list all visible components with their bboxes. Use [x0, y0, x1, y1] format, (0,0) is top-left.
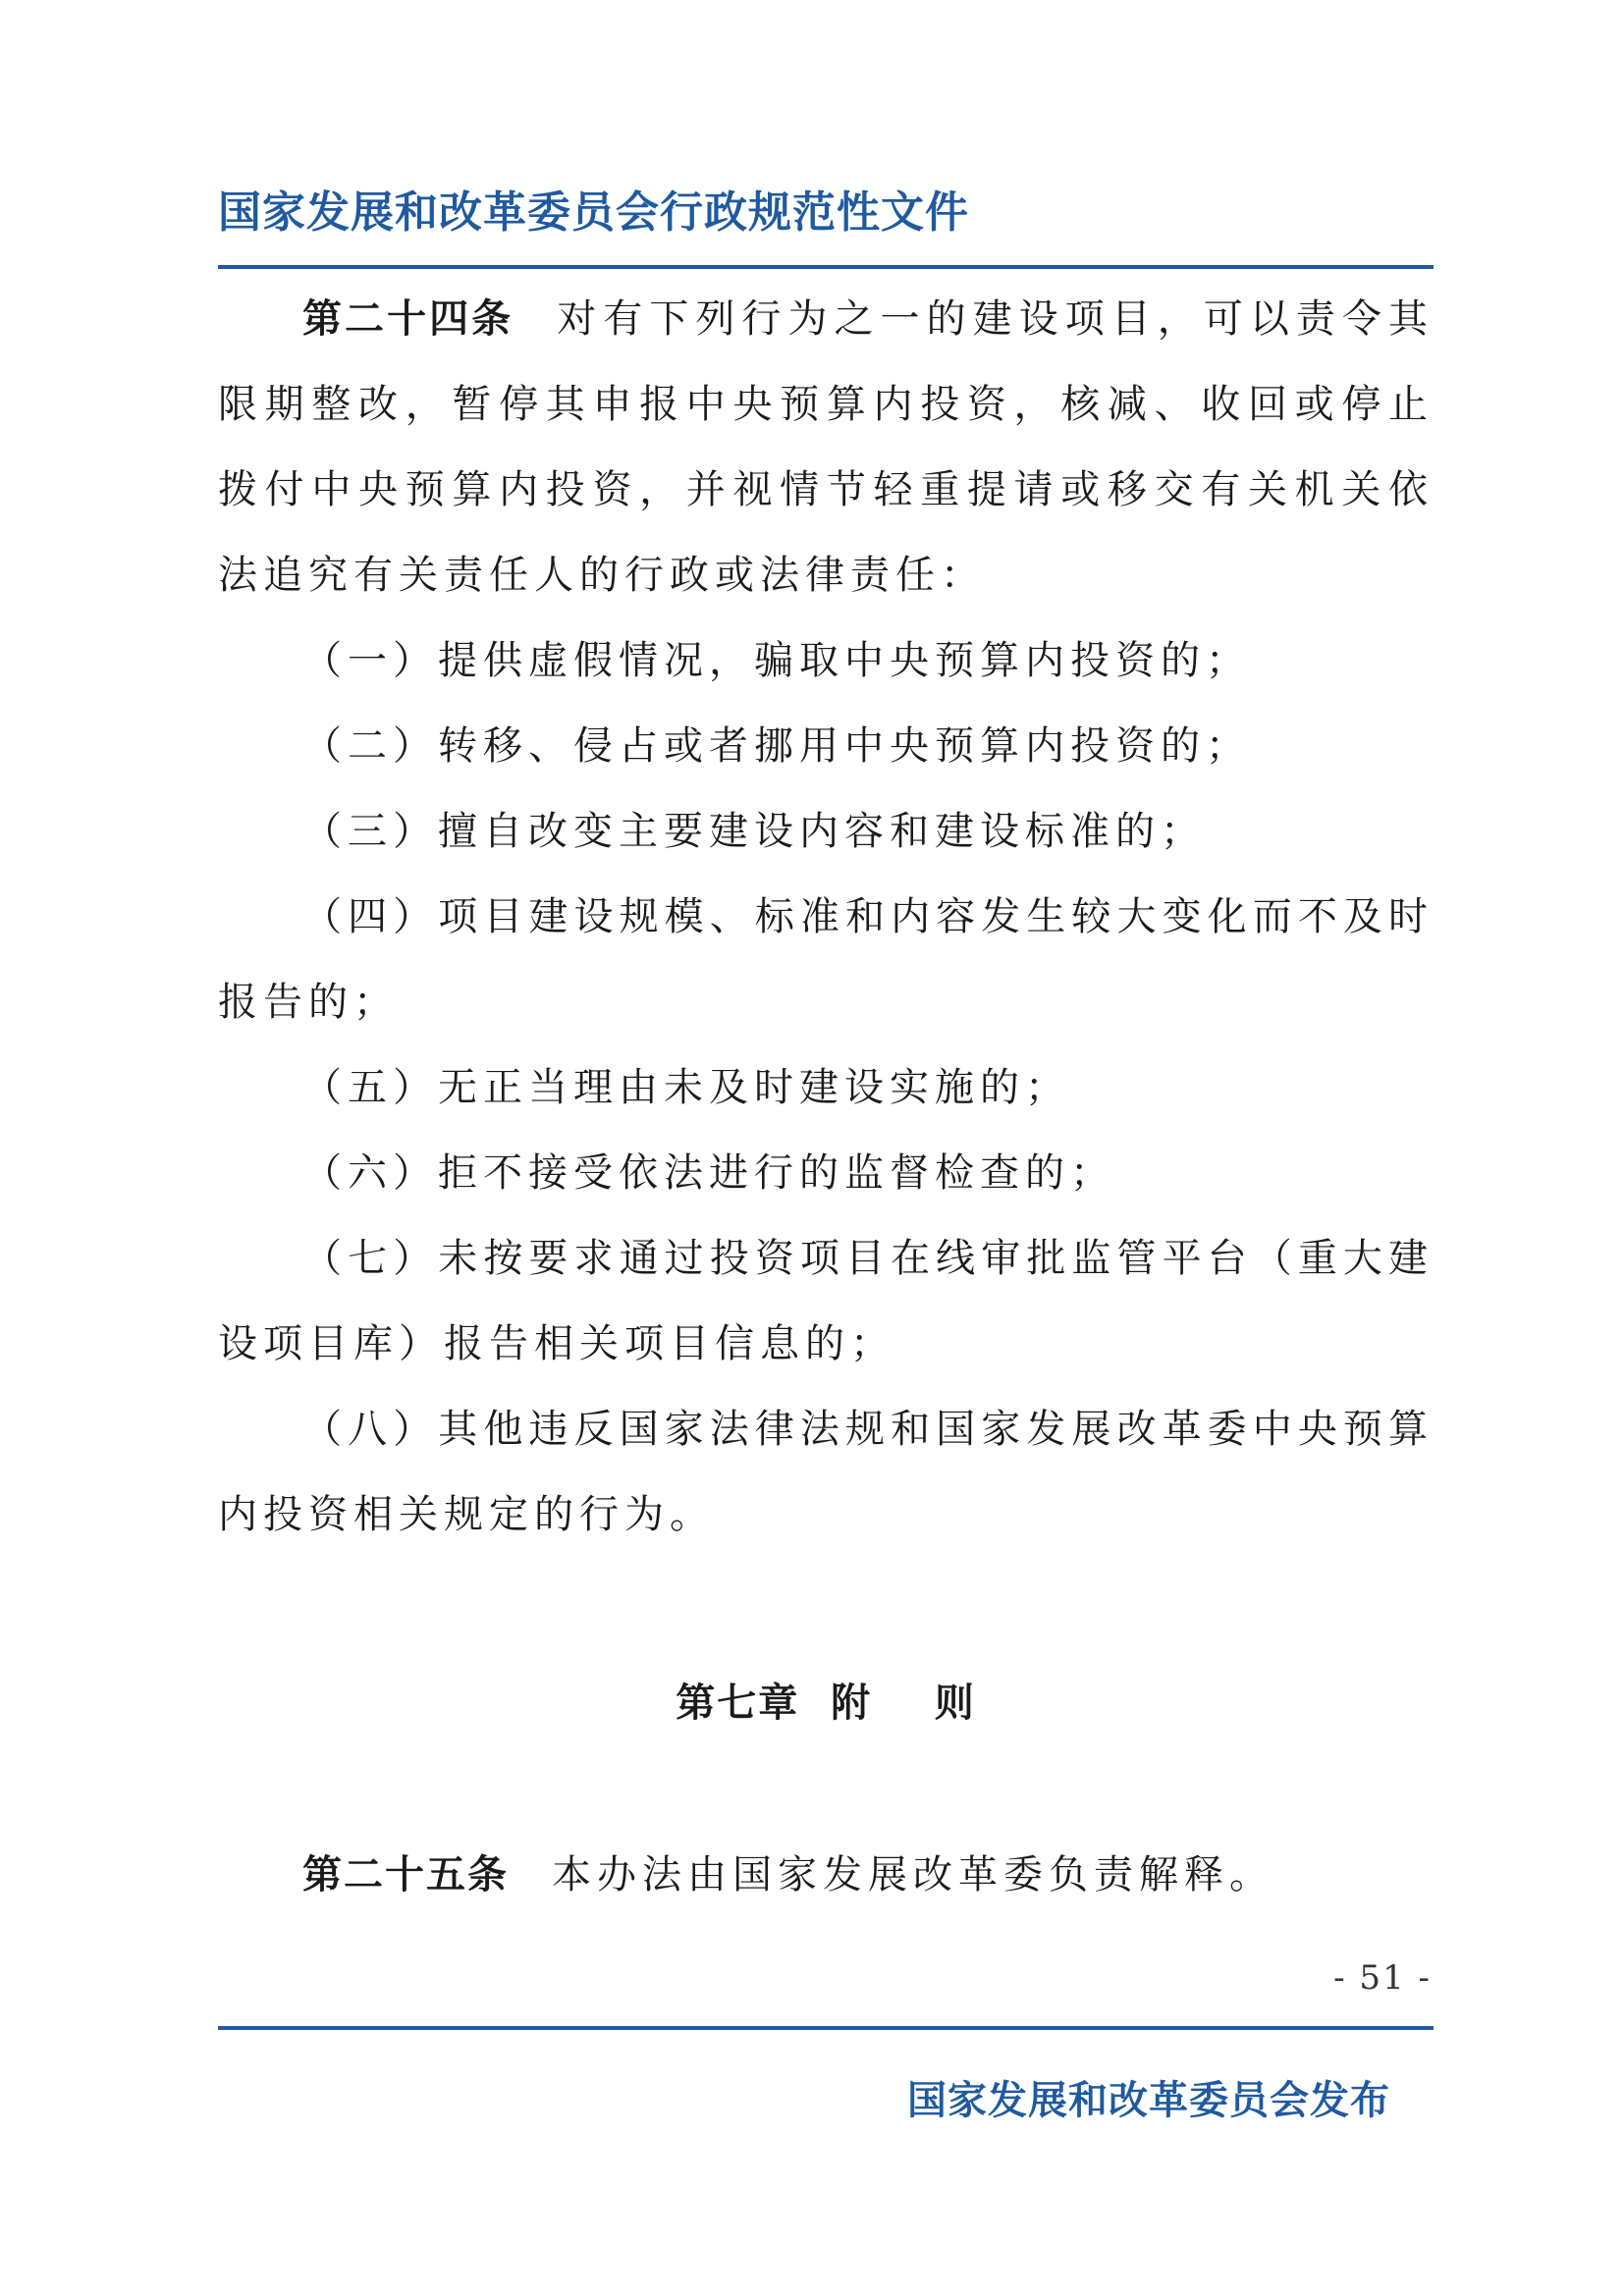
- article-25-number: 第二十五条: [302, 1852, 509, 1897]
- chapter-7-heading: 第七章 附 则: [676, 1681, 976, 1726]
- article-25-text: 本办法由国家发展改革委负责解释。: [552, 1852, 1274, 1897]
- article-24-item-8: （八）其他违反国家法律法规和国家发展改革委中央预算内投资相关规定的行为。: [218, 1407, 1434, 1537]
- document-header-title: 国家发展和改革委员会行政规范性文件: [218, 187, 969, 238]
- document-body: [218, 277, 1434, 1918]
- article-25: [218, 1833, 1434, 1918]
- article-24-item-4: （四）项目建设规模、标准和内容发生较大变化而不及时报告的；: [218, 894, 1434, 1025]
- article-24-intro: [218, 277, 1434, 618]
- footer-divider: [218, 2026, 1434, 2030]
- article-24-item-7: （七）未按要求通过投资项目在线审批监管平台（重大建设项目库）报告相关项目信息的；: [218, 1236, 1434, 1366]
- article-24-item-5: （五）无正当理由未及时建设实施的；: [302, 1065, 1070, 1110]
- page-number: - 51 -: [1333, 1958, 1432, 1998]
- footer-publisher: 国家发展和改革委员会发布: [907, 2078, 1390, 2123]
- article-24-intro-text: 对有下列行为之一的建设项目，可以责令其限期整改，暂停其申报中央预算内投资，核减、收回或停止拨付中央预算内投资，并视情节轻重提请或移交有关机关依法追究有关责任人的行政或法律责任：: [218, 296, 1435, 598]
- header-divider: [218, 265, 1434, 269]
- article-24-item-2: （二）转移、侵占或者挪用中央预算内投资的；: [302, 723, 1251, 769]
- article-24-item-3: （三）擅自改变主要建设内容和建设标准的；: [302, 809, 1206, 854]
- article-24-number: 第二十四条: [302, 296, 514, 342]
- article-24-item-1: （一）提供虚假情况，骗取中央预算内投资的；: [302, 638, 1251, 683]
- article-24-item-6: （六）拒不接受依法进行的监督检查的；: [302, 1150, 1115, 1196]
